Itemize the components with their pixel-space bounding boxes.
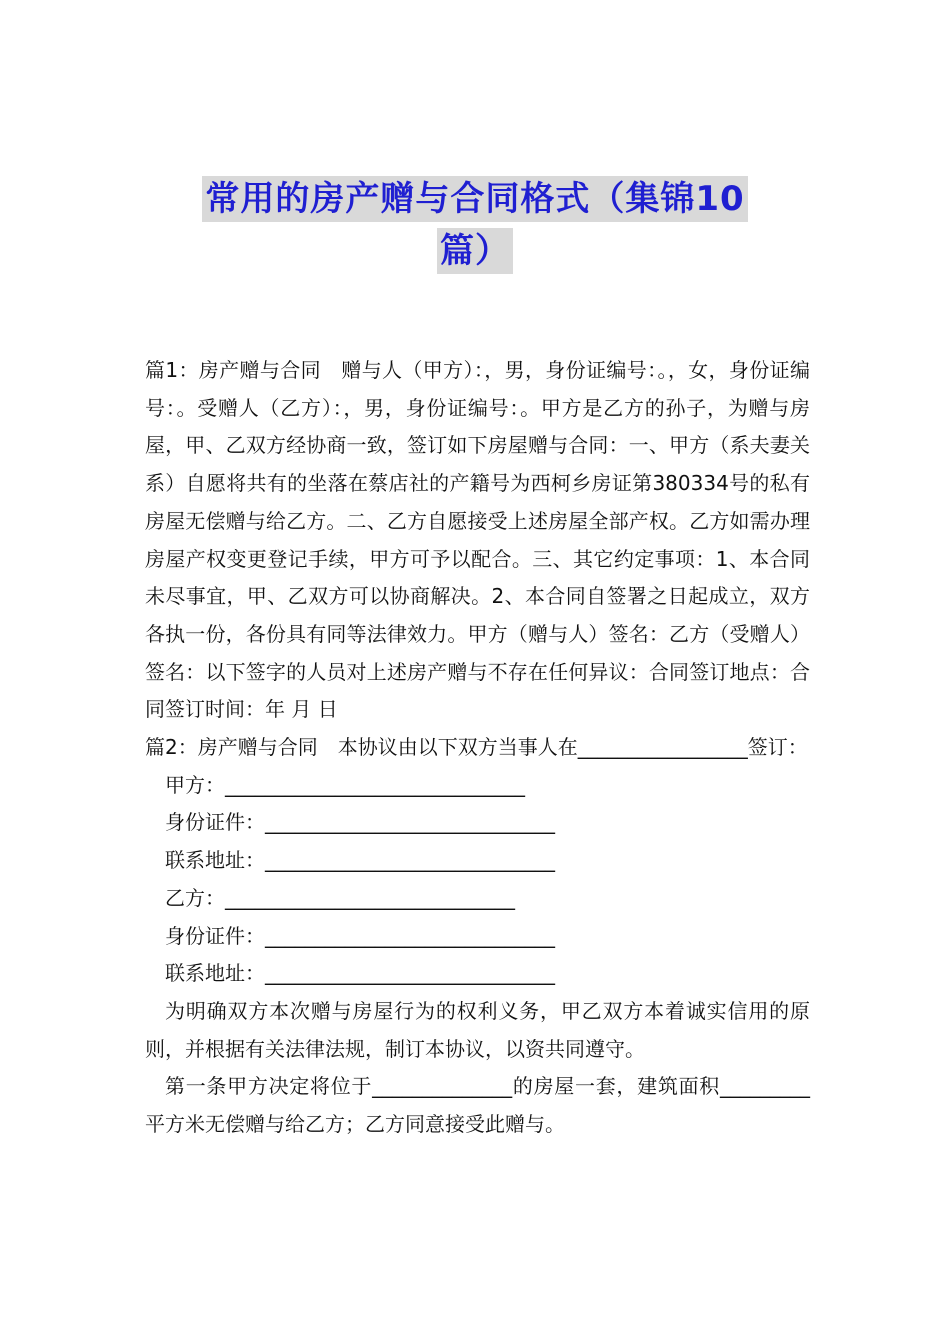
party-b-name-field: 乙方：_____________________________ — [165, 885, 515, 910]
title-line-2: 篇） — [437, 228, 513, 274]
title-line-1: 常用的房产赠与合同格式（集锦10 — [202, 176, 747, 222]
purpose-paragraph: 为明确双方本次赠与房屋行为的权利义务，甲乙双方本着诚实信用的原则，并根据有关法律法规，制订本协议，以资共同遵守。 — [145, 998, 810, 1061]
article-2-intro: 篇2：房产赠与合同 本协议由以下双方当事人在_________________签订： — [145, 735, 808, 760]
party-b-id-field: 身份证件：_____________________________ — [165, 923, 555, 948]
clause-1-paragraph: 第一条甲方决定将位于______________的房屋一套，建筑面积_________平方米无偿赠与给乙方；乙方同意接受此赠与。 — [145, 1074, 810, 1137]
article-1-text: 篇1：房产赠与合同 赠与人（甲方）：，男，身份证编号：。，女，身份证编号：。受赠人（乙方）：，男，身份证编号：。甲方是乙方的孙子，为赠与房屋，甲、乙双方经协商一致，签订如下房屋赠与合同：一、甲方（系夫妻关系）自愿将共有的坐落在蔡店社的产籍号为西柯乡房证第380334号的私有房屋无偿赠与给乙方。二、乙方自愿接受上述房屋全部产权。乙方如需办理房屋产权变更登记手续，甲方可予以配合。三、其它约定事项：1、本合同未尽事宜，甲、乙双方可以协商解决。2、本合同自签署之日起成立，双方各执一份，各份具有同等法律效力。甲方（赠与人）签名：乙方（受赠人）签名：以下签字的人员对上述房产赠与不存在任何异议：合同签订地点：合同签订时间：年 月 日 — [145, 358, 810, 722]
party-a-id-field: 身份证件：_____________________________ — [165, 810, 555, 835]
document-body — [145, 352, 810, 1144]
party-b-address-field: 联系地址：_____________________________ — [165, 961, 555, 986]
party-a-address-field: 联系地址：_____________________________ — [165, 848, 555, 873]
party-a-name-field: 甲方：______________________________ — [165, 772, 525, 797]
document-title — [0, 176, 950, 274]
